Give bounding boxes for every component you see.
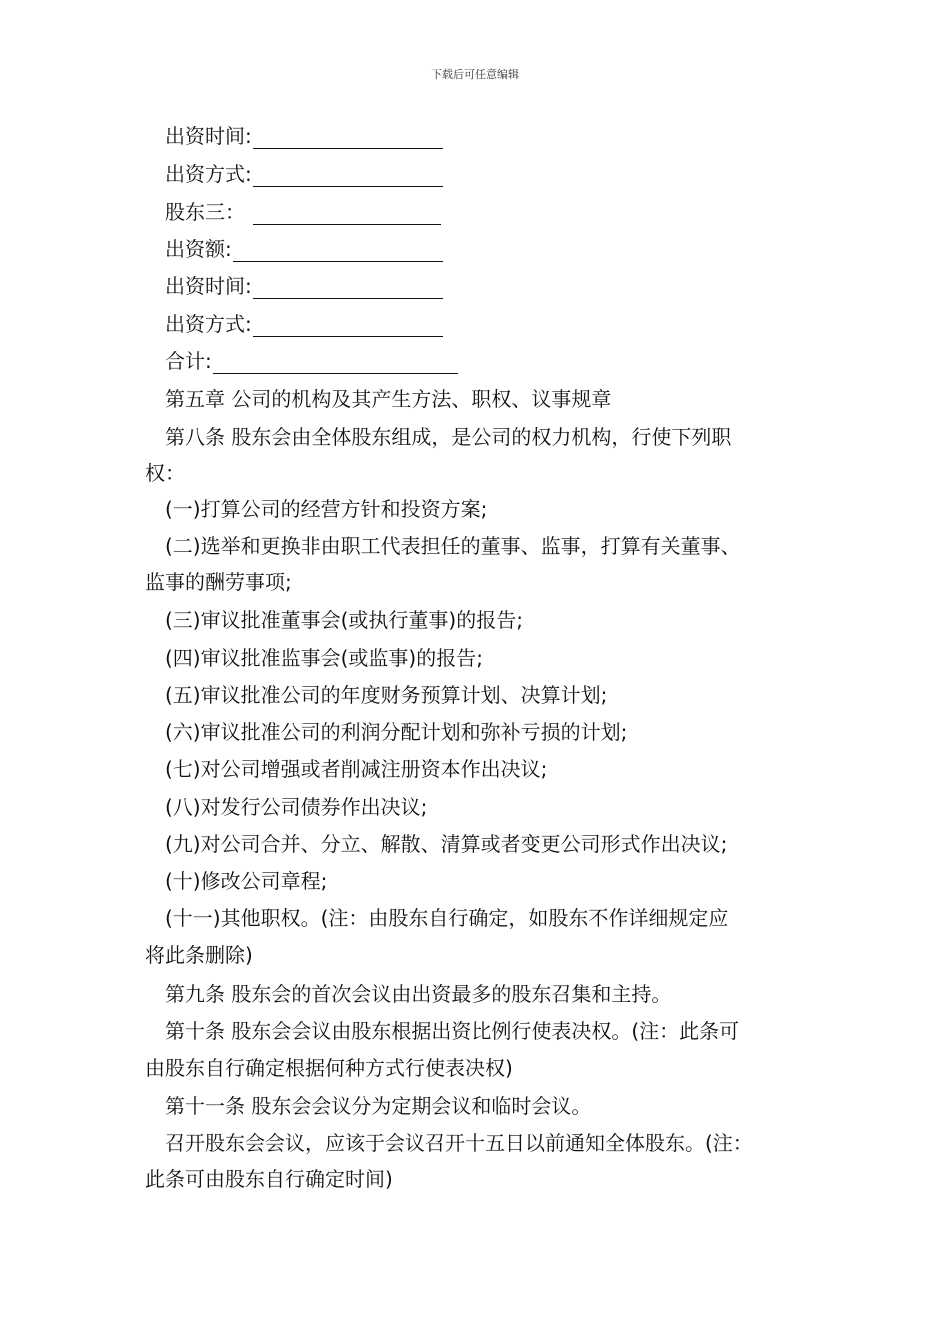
list-item-8: (八)对发行公司债券作出决议; [165, 795, 428, 819]
field-contribution-method-3 [165, 311, 443, 337]
page-header: 下载后可任意编辑 [431, 68, 519, 81]
list-item-4: (四)审议批准监事会(或监事)的报告; [165, 646, 483, 670]
fill-blank[interactable] [233, 241, 443, 262]
article-8: 第八条 股东会由全体股东组成，是公司的权力机构，行使下列职 [165, 425, 732, 449]
list-item-6: (六)审议批准公司的利润分配计划和弥补亏损的计划; [165, 720, 628, 744]
article-10-continued: 由股东自行确定根据何种方式行使表决权) [145, 1056, 513, 1080]
field-label: 股东三： [165, 200, 245, 224]
fill-blank[interactable] [253, 204, 441, 225]
list-item-7: (七)对公司增强或者削减注册资本作出决议; [165, 757, 548, 781]
list-item-2: (二)选举和更换非由职工代表担任的董事、监事，打算有关董事、 [165, 534, 741, 558]
list-item-11-continued: 将此条删除) [145, 943, 253, 967]
list-item-1: (一)打算公司的经营方针和投资方案; [165, 497, 488, 521]
field-label: 合计: [165, 349, 212, 373]
field-contribution-amount [165, 236, 443, 262]
list-item-3: (三)审议批准董事会(或执行董事)的报告; [165, 608, 523, 632]
field-contribution-time-3 [165, 273, 443, 299]
field-contribution-method [165, 161, 443, 187]
field-label: 出资时间: [165, 124, 252, 148]
list-item-11: (十一)其他职权。(注：由股东自行确定，如股东不作详细规定应 [165, 906, 729, 930]
meeting-notice-continued: 此条可由股东自行确定时间) [145, 1167, 393, 1191]
field-shareholder-three [165, 199, 441, 225]
fill-blank[interactable] [253, 166, 443, 187]
list-item-5: (五)审议批准公司的年度财务预算计划、决算计划; [165, 683, 608, 707]
field-total [165, 348, 458, 374]
field-label: 出资方式: [165, 162, 252, 186]
fill-blank[interactable] [213, 353, 458, 374]
article-10: 第十条 股东会会议由股东根据出资比例行使表决权。(注：此条可 [165, 1019, 740, 1043]
field-label: 出资方式: [165, 312, 252, 336]
list-item-10: (十)修改公司章程; [165, 869, 328, 893]
list-item-9: (九)对公司合并、分立、解散、清算或者变更公司形式作出决议; [165, 832, 728, 856]
fill-blank[interactable] [253, 316, 443, 337]
chapter-heading: 第五章 公司的机构及其产生方法、职权、议事规章 [165, 387, 612, 411]
fill-blank[interactable] [253, 278, 443, 299]
article-11: 第十一条 股东会会议分为定期会议和临时会议。 [165, 1094, 592, 1118]
field-label: 出资额: [165, 237, 232, 261]
meeting-notice: 召开股东会会议，应该于会议召开十五日以前通知全体股东。(注： [165, 1131, 753, 1155]
fill-blank[interactable] [253, 128, 443, 149]
field-label: 出资时间: [165, 274, 252, 298]
field-contribution-time [165, 123, 443, 149]
article-9: 第九条 股东会的首次会议由出资最多的股东召集和主持。 [165, 982, 672, 1006]
list-item-2-continued: 监事的酬劳事项; [145, 570, 292, 594]
article-8-continued: 权： [145, 461, 185, 485]
